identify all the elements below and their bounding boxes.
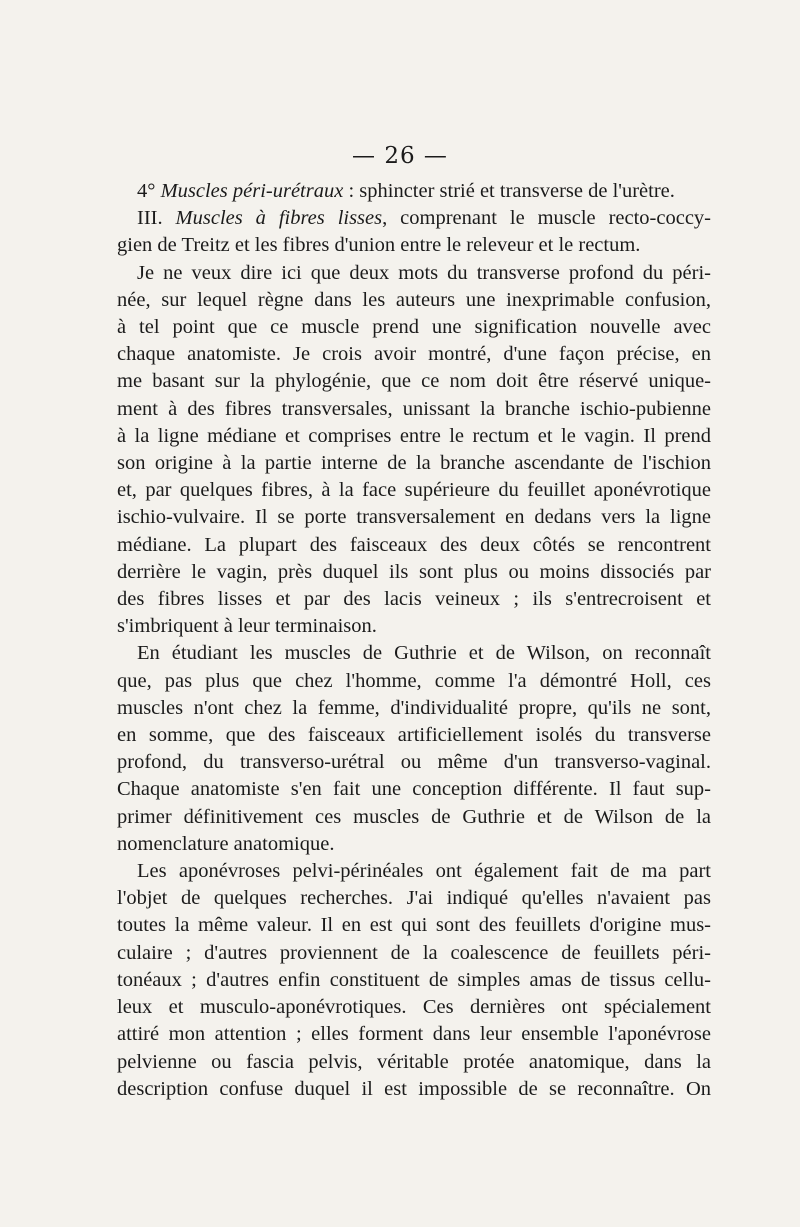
text-line: leux et musculo-aponévrotiques. Ces dernières ont spécialement (117, 996, 711, 1019)
text-line: primer définitivement ces muscles de Guthrie et de Wilson de la (117, 805, 711, 828)
text-line: s'imbriquent à leur terminaison. (117, 615, 377, 638)
text-line: En étudiant les muscles de Guthrie et de Wilson, on reconnaît (137, 642, 711, 665)
text-line: l'objet de quelques recherches. J'ai indiqué qu'elles n'avaient pas (117, 887, 711, 910)
text-line: culaire ; d'autres proviennent de la coalescence de feuillets péri- (117, 941, 711, 964)
text-line: toutes la même valeur. Il en est qui sont des feuillets d'origine mus- (117, 914, 711, 937)
text-line: des fibres lisses et par des lacis veineux ; ils s'entrecroisent et (117, 588, 711, 611)
text-line: chaque anatomiste. Je crois avoir montré, d'une façon précise, en (117, 343, 711, 366)
text-line: tonéaux ; d'autres enfin constituent de simples amas de tissus cellu- (117, 968, 711, 991)
line-rest: : sphincter strié et transverse de l'urètre. (343, 180, 675, 202)
text-line: à tel point que ce muscle prend une signification nouvelle avec (117, 316, 711, 339)
text-line: gien de Treitz et les fibres d'union entre le releveur et le rectum. (117, 234, 641, 257)
text-line: à la ligne médiane et comprises entre le rectum et le vagin. Il prend (117, 424, 711, 447)
text-line: Je ne veux dire ici que deux mots du transverse profond du péri- (137, 261, 711, 284)
text-line: description confuse duquel il est impossible de se reconnaître. On (117, 1077, 711, 1100)
text-line: son origine à la partie interne de la branche ascendante de l'ischion (117, 452, 711, 475)
text-line: ment à des fibres transversales, unissant la branche ischio-pubienne (117, 397, 711, 420)
page-number: — 26 — (352, 143, 448, 169)
line-prefix: III. (137, 207, 176, 230)
text-line (117, 205, 711, 232)
text-line: en somme, que des faisceaux artificiellement isolés du transverse (117, 724, 711, 747)
text-line: Chaque anatomiste s'en fait une conception différente. Il faut sup- (117, 778, 711, 801)
text-line (117, 178, 711, 205)
text-line: pelvienne ou fascia pelvis, véritable protée anatomique, dans la (117, 1050, 711, 1073)
text-line: que, pas plus que chez l'homme, comme l'a démontré Holl, ces (117, 669, 711, 692)
line-rest: , comprenant le muscle recto-coccy- (382, 207, 712, 230)
text-line: derrière le vagin, près duquel ils sont plus ou moins dissociés par (117, 560, 711, 583)
text-line: profond, du transverso-urétral ou même d'un transverso-vaginal. (117, 751, 711, 774)
text-line: muscles n'ont chez la femme, d'individualité propre, qu'ils ne sont, (117, 696, 711, 719)
text-line: attiré mon attention ; elles forment dans leur ensemble l'aponévrose (117, 1023, 711, 1046)
body-text (117, 178, 711, 1103)
text-line: me basant sur la phylogénie, que ce nom doit être réservé unique- (117, 370, 711, 393)
line-prefix: 4° (137, 180, 161, 202)
text-line: médiane. La plupart des faisceaux des deux côtés se rencontrent (117, 533, 711, 556)
text-line: nomenclature anatomique. (117, 832, 335, 855)
text-line: Les aponévroses pelvi-périnéales ont également fait de ma part (137, 860, 711, 883)
text-line: ischio-vulvaire. Il se porte transversalement en dedans vers la ligne (117, 506, 711, 529)
italic-heading: Muscles à fibres lisses (175, 207, 383, 230)
italic-heading: Muscles péri-urétraux (160, 180, 344, 202)
text-line: et, par quelques fibres, à la face supérieure du feuillet aponévrotique (117, 479, 711, 502)
text-line: née, sur lequel règne dans les auteurs une inexprimable confusion, (117, 288, 711, 311)
